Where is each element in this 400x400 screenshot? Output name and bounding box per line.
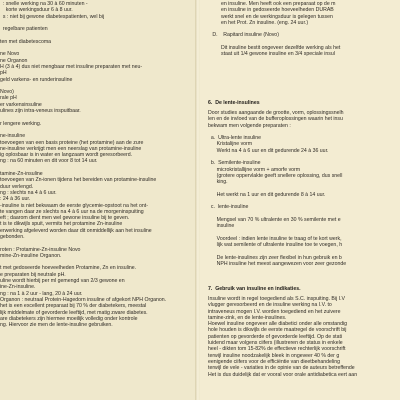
text-line: te vangen daar ze slechts na 4 à 6 uur na de morgeninspuiting <box>0 208 144 215</box>
right-page <box>200 0 400 400</box>
text-line: : snelle werking na 30 à 60 minuten - <box>0 1 88 7</box>
text-line: ne Organon <box>0 57 28 64</box>
text-line: a. Ultra-lente insuline <box>208 135 262 142</box>
text-line: ng : na 1 à 2 uur - lang, 20 à 24 uur. <box>0 290 83 297</box>
text-line: lijk middelmate of gevorderde leeftijd, met matig zware diabetes. <box>0 309 148 316</box>
text-line: microkristallijne vorm + amorfe vorm <box>208 166 301 173</box>
text-line: r lengere werking. <box>0 120 42 127</box>
text-line: (grotere oppervlakte geeft snellere oplossing, dus snell <box>208 172 343 179</box>
text-line: staat uit 1/4 gewone insuline en 3/4 speciale insul <box>208 51 335 58</box>
text-line: tamine-zink, en de lente-insulines. <box>208 314 287 321</box>
text-line: De lente-insulines zijn zeer flexibel in hun gebruik en b <box>208 254 342 261</box>
text-line: het is een excellent preparaat bij 70 % der diabetekers, meestal <box>0 303 147 310</box>
text-line: Werkt na 4 à 6 uur en dit gedurende 24 à 36 uur. <box>208 147 329 154</box>
right-page-top-text <box>208 1 340 58</box>
text-line: t is te dikwijls spuit, vermits het protamine Zn-insuline <box>0 221 123 228</box>
left-page <box>0 0 196 400</box>
text-line: uline wordt hierbij per ml gemengd van 2/3 gewone en <box>0 278 125 285</box>
text-line: Hoewel insuline ongeveer alle diabetici onder alle omstandig <box>208 321 347 328</box>
text-line: Het is dus duidelijk dat er vooral voor orale antidiabetica eert aan <box>208 371 358 378</box>
text-line: rale pH <box>0 95 17 102</box>
text-line: Door studies aangaande de grootte, vorm, oplossingssnelh <box>208 110 344 116</box>
text-line: H (3 à 4) dus niet mengbaar met insuline preparaten met neu- <box>0 63 143 70</box>
text-line: ulines zijn intra-veneus inspuitbaar. <box>0 108 81 115</box>
text-line: terwijl de vele - variaties in de opinie van de auteurs betreffende <box>208 365 355 372</box>
text-line: en insuline. Men heeft ook een preparaat op de m <box>208 1 336 7</box>
text-line: heel - dikten tom 15-82% de effectieve rechterlijk voorschrift <box>208 346 346 353</box>
text-line: regelbare patienten <box>0 26 48 33</box>
text-line: vlugger geresorbeerd en de insuline werking na I.V. to <box>208 302 332 309</box>
text-line: eenigende ciifers voor de efficiëntie van dieetbehandeling <box>208 358 340 365</box>
text-line: ten met diabetescoma <box>0 38 52 45</box>
text-line: b. Semilente-insuline <box>208 160 261 167</box>
text-line: Dit insuline bestit ongeveer dezelfde werking als het <box>208 45 341 52</box>
text-line: korte werkingsduur 6 à 8 uur. <box>0 7 73 14</box>
text-line: patienten op gevorderde of gevorderde leeftijd. Op de stati <box>208 333 343 340</box>
text-line: c. lente-insuline <box>208 204 249 211</box>
text-line: toevoegen van een basis proteine (het protamine) aan de zure <box>0 139 144 146</box>
text-line: ng : na 60 minuten en dit voor 8 tot 14 uur. <box>0 158 98 165</box>
text-line: Mengsel van 70 % ultralente en 30 % semilente met e <box>208 217 341 224</box>
text-line: geld varkens- en runderinsuline <box>0 76 73 83</box>
text-line: ig oplosbaar is in water en langzaam wordt geresorbeerd. <box>0 152 133 159</box>
text-line: erwerking afgeleverd worden daar dit onmiddellijk aan het insuline <box>0 227 152 234</box>
text-line: hole houden is dikwijls de eerste maatregel de voorschrift bij <box>208 327 347 334</box>
text-line: are diabetekers zijn hiermee moeilijk volledig onder kontrole <box>0 315 138 322</box>
text-line: Kristalijne vorm <box>208 141 253 148</box>
text-line: len en de invloed van de bufferoplossingen waarin het insu <box>208 116 343 123</box>
text-line: intraveneus mogen I.V. worden toegediend en het zuivere <box>208 308 341 315</box>
text-line: -insuline is niet bekwaam de eerste glycemie-opstoot na het ont- <box>0 202 148 209</box>
text-line: luidend maar volgens ciifers (illustreren de status in enkele <box>208 340 343 347</box>
text-line: ng. Hiervoor zie men de lente-insuline gebruiken. <box>0 322 113 329</box>
text-line: Insuline wordt in regel toegediend als S.C. inspuiting. Bij I.V <box>208 296 345 302</box>
text-line: en het Prot. Zn insuline. (eng. 24 uur.) <box>208 19 309 26</box>
text-line: ne Novo <box>0 51 20 58</box>
text-line: e preparaten bij neutrale pH. <box>0 271 66 278</box>
section-7-title: 7. Gebruik van insuline en indikaties. <box>208 286 301 292</box>
text-line: Organon : neutraal Protein-Hagedorn insuline of afgekort NPH Organon. <box>0 296 167 303</box>
text-line: duur verlengd. <box>0 183 34 190</box>
text-line: ine-Zn-insuline. <box>0 284 36 291</box>
text-line: werkt snel en de werkingsduur is gelegen tussen <box>208 13 333 20</box>
section-6-text <box>208 110 346 267</box>
text-line: s : niet bij gewone diabetespatienten, wel bij <box>0 13 105 20</box>
text-line: eft ; daarom dient men wel gewone insuline bij te geven. <box>0 215 130 222</box>
text-line: ng : slechts na 4 à 6 uur. <box>0 189 57 196</box>
text-line: Novo) <box>0 89 14 96</box>
text-line: bekwam men volgende preparaten : <box>208 122 291 129</box>
left-page-text <box>0 1 166 328</box>
text-line: tamine-Zn-insuline <box>0 171 43 178</box>
text-line: er varkensinsuline <box>0 101 42 108</box>
text-line: ne-insuline <box>0 133 26 140</box>
text-line: D. Rapitard insuline (Novo) <box>208 32 279 39</box>
text-line: en insuline in gedoseerde hoeveelheden DURAB <box>208 7 334 14</box>
text-line: pH <box>0 70 7 77</box>
text-line: lijk wat semilente of ultralente insuline toe te voegen, h <box>208 242 343 249</box>
text-line: gebonden. <box>0 233 25 240</box>
text-line: toevoegen van Zn-ionen tijdens het bereiden van protamine-insuline <box>0 177 157 184</box>
text-line: roten : Protamine-Zn-insuline Novo <box>0 246 81 253</box>
text-line: king. <box>208 179 228 186</box>
text-line: insuline <box>208 223 235 230</box>
text-line: : 24 à 36 uur. <box>0 196 31 203</box>
text-line: ne-insuline verkrijgt men een neerslag van protamine-insuline <box>0 145 142 152</box>
section-7-text <box>208 296 357 378</box>
text-line: Het werkt na 1 uur en dit gedurende 8 à 14 uur. <box>208 191 326 198</box>
text-line: mine-Zn-insuline Organon. <box>0 252 62 259</box>
text-line: NPH insuline het meest aangewezen voor zeer gezonde <box>208 261 347 268</box>
text-line: terwijl insuline noodzakelijk bleek in ongeveer 40 % der g <box>208 352 340 359</box>
section-6-title: 6. De lente-insulines <box>208 100 260 106</box>
text-line: t met gedoseerde hoeveelheden Protamine, Zn en insuline. <box>0 265 137 272</box>
text-line: Voordeel : indien lente insuline te traag of te kort werk, <box>208 235 342 242</box>
